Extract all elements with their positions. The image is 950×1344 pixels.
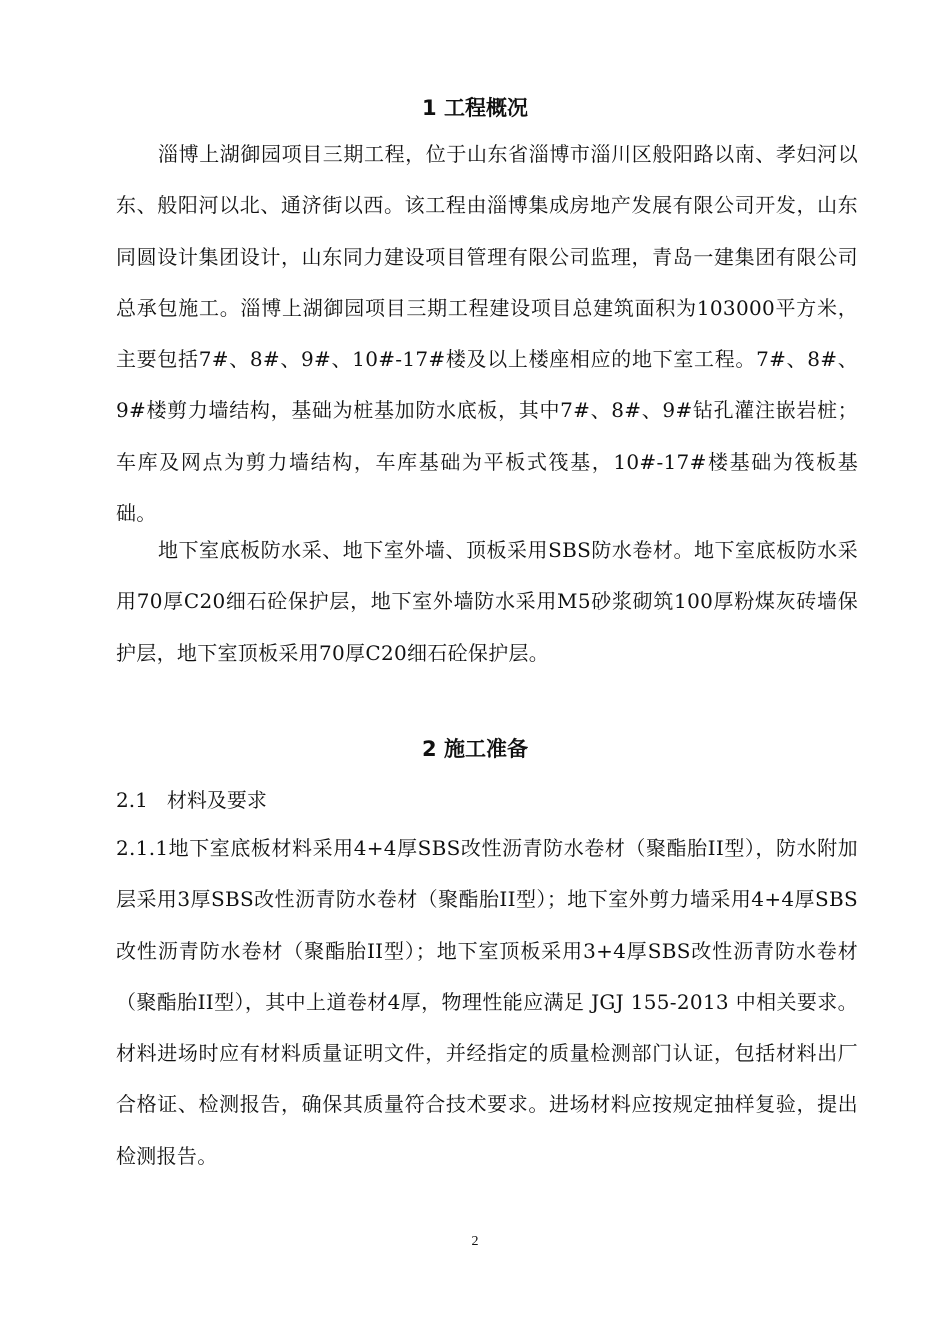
subsection-2-1-title: 2.1 材料及要求 <box>116 788 267 812</box>
section-1-paragraph-waterproofing: 地下室底板防水采、地下室外墙、顶板采用SBS防水卷材。地下室底板防水采用70厚C20细石砼保护层，地下室外墙防水采用M5砂浆砌筑100厚粉煤灰砖墙保护层，地下室顶板采用70厚C20细石砼保护层。 <box>116 538 858 665</box>
section-1-paragraph-overview: 淄博上湖御园项目三期工程，位于山东省淄博市淄川区般阳路以南、孝妇河以东、般阳河以北、通济街以西。该工程由淄博集成房地产发展有限公司开发，山东同圆设计集团设计，山东同力建设项目管理有限公司监理，青岛一建集团有限公司总承包施工。淄博上湖御园项目三期工程建设项目总建筑面积为103000平方米，主要包括7#、8#、9#、10#-17#楼及以上楼座相应的地下室工程。7#、8#、9#楼剪力墙结构，基础为桩基加防水底板，其中7#、8#、9#钻孔灌注嵌岩桩；车库及网点为剪力墙结构，车库基础为平板式筏基，10#-17#楼基础为筏板基础。 <box>116 142 858 526</box>
page-number: 2 <box>471 1234 479 1249</box>
section-1-title: 1 工程概况 <box>422 96 528 120</box>
section-2-1-1-paragraph: 2.1.1地下室底板材料采用4+4厚SBS改性沥青防水卷材（聚酯胎II型），防水附加层采用3厚SBS改性沥青防水卷材（聚酯胎II型）；地下室外剪力墙采用4+4厚SBS改性沥青防水卷材（聚酯胎II型）；地下室顶板采用3+4厚SBS改性沥青防水卷材（聚酯胎II型），其中上道卷材4厚，物理性能应满足 JGJ 155-2013 中相关要求。材料进场时应有材料质量证明文件，并经指定的质量检测部门认证，包括材料出厂合格证、检测报告，确保其质量符合技术要求。进场材料应按规定抽样复验，提出检测报告。 <box>116 836 858 1168</box>
section-2-title: 2 施工准备 <box>422 737 528 761</box>
